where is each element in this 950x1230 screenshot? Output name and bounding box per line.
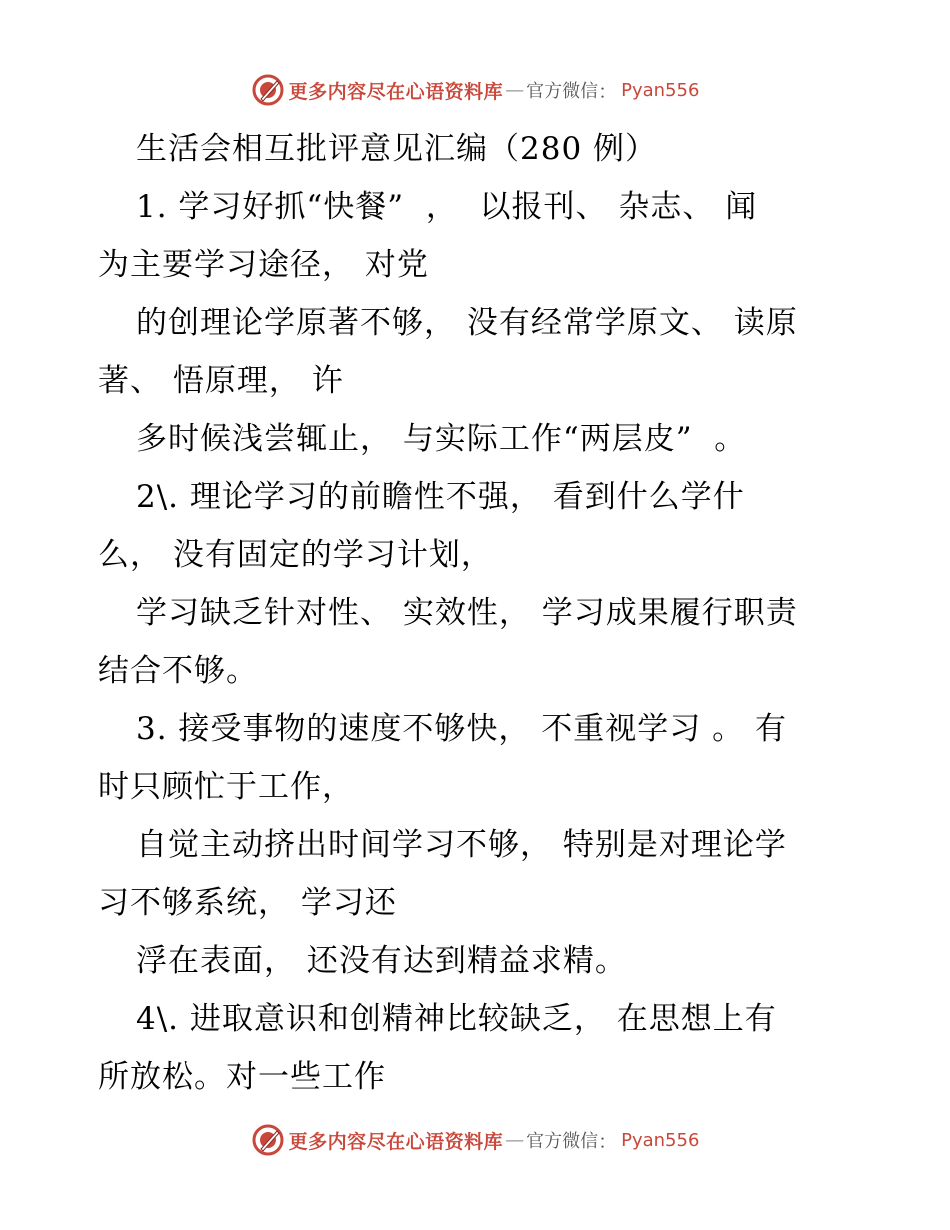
text-line: 结合不够。 [98,653,258,689]
text-line: 浮在表面， 还没有达到精益求精。 [136,943,627,979]
watermark-banner-bottom [0,1120,950,1160]
watermark-dash: — [505,1129,525,1151]
text-line: 2\. 理论学习的前瞻性不强， 看到什么学什 [136,479,745,515]
watermark-id: Pyan556 [621,79,700,101]
text-line: 习不够系统， 学习还 [98,885,397,921]
text-line: 学习缺乏针对性、 实效性， 学习成果履行职责 [136,595,798,631]
watermark-official: 官方微信 [526,81,599,102]
text-line: 所放松。对一些工作 [98,1059,386,1095]
text-line: 3. 接受事物的速度不够快， 不重视学习 。 有 [136,711,787,747]
watermark-dash: — [505,79,525,101]
text-line: 为主要学习途径， 对党 [98,247,429,283]
logo-icon [251,73,285,107]
text-line: 自觉主动挤出时间学习不够， 特别是对理论学 [136,827,787,863]
watermark-banner-top [0,70,950,110]
text-line: 么， 没有固定的学习计划， [98,537,493,573]
logo-icon [251,1123,285,1157]
text-line: 的创理论学原著不够， 没有经常学原文、 读原 [136,305,798,341]
text-line: 时只顾忙于工作， [98,769,354,805]
text-line: 1. 学习好抓“快餐” ， 以报刊、 杂志、 闻 [136,189,758,225]
watermark-text: 更多内容尽在心语资料库 [288,80,504,103]
text-line: 著、 悟原理， 许 [98,363,344,399]
watermark-colon: ： [598,80,618,103]
watermark-official: 官方微信 [526,1131,599,1152]
text-line: 多时候浅尝辄止， 与实际工作“两层皮” 。 [136,421,747,457]
watermark-text: 更多内容尽在心语资料库 [288,1130,504,1153]
document-body [98,120,858,1106]
text-line: 生活会相互批评意见汇编（280 例） [136,131,658,167]
text-line: 4\. 进取意识和创精神比较缺乏， 在思想上有 [136,1001,777,1037]
watermark-colon: ： [598,1130,618,1153]
watermark-id: Pyan556 [621,1129,700,1151]
